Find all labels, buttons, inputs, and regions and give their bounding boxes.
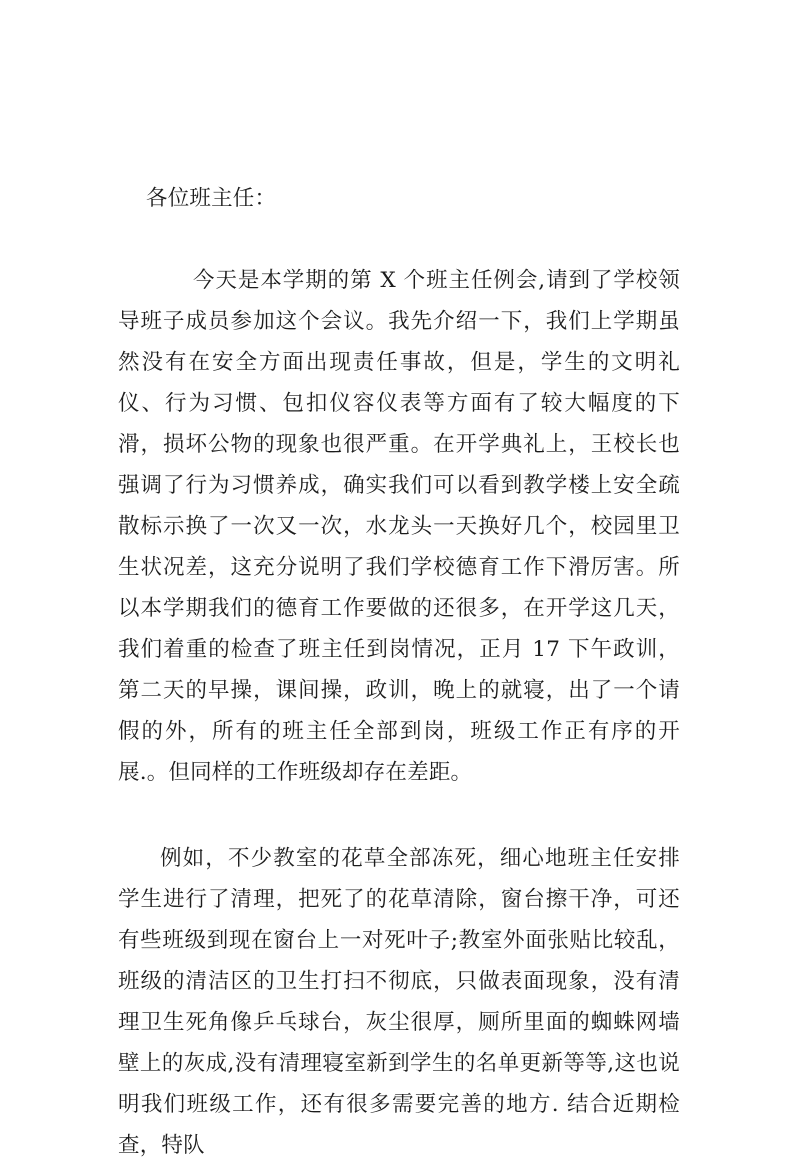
document-body [118,178,680,1166]
body-paragraph-2: 例如，不少教室的花草全部冻死，细心地班主任安排学生进行了清理，把死了的花草清除，窗台擦干净，可还有些班级到现在窗台上一对死叶子;教室外面张贴比较乱，班级的清洁区的卫生打扫不彻底，只做表面现象，没有清理卫生死角像乒乓球台，灰尘很厚，厕所里面的蜘蛛网墙壁上的灰成,没有清理寝室新到学生的名单更新等等,这也说明我们班级工作，还有很多需要完善的地方. 结合近期检查，特队 [118,846,680,1158]
blank-line-between-paragraphs [118,793,680,838]
body-paragraph-1: 今天是本学期的第 X 个班主任例会,请到了学校领导班子成员参加这个会议。我先介绍一下，我们上学期虽然没有在安全方面出现责任事故，但是，学生的文明礼仪、行为习惯、包扣仪容仪表等方面有了较大幅度的下滑，损坏公物的现象也很严重。在开学典礼上，王校长也强调了行为习惯养成，确实我们可以看到教学楼上安全疏散标示换了一次又一次，水龙头一天换好几个，校园里卫生状况差，这充分说明了我们学校德育工作下滑厉害。所以本学期我们的德育工作要做的还很多，在开学这几天，我们着重的检查了班主任到岗情况，正月 17 下午政训，第二天的早操，课间操，政训，晚上的就寝，出了一个请假的外，所有的班主任全部到岗，班级工作正有序的开展.。但同样的工作班级却存在差距。 [118,268,680,785]
blank-line-after-salutation [118,219,680,260]
salutation-line: 各位班主任： [146,186,277,211]
